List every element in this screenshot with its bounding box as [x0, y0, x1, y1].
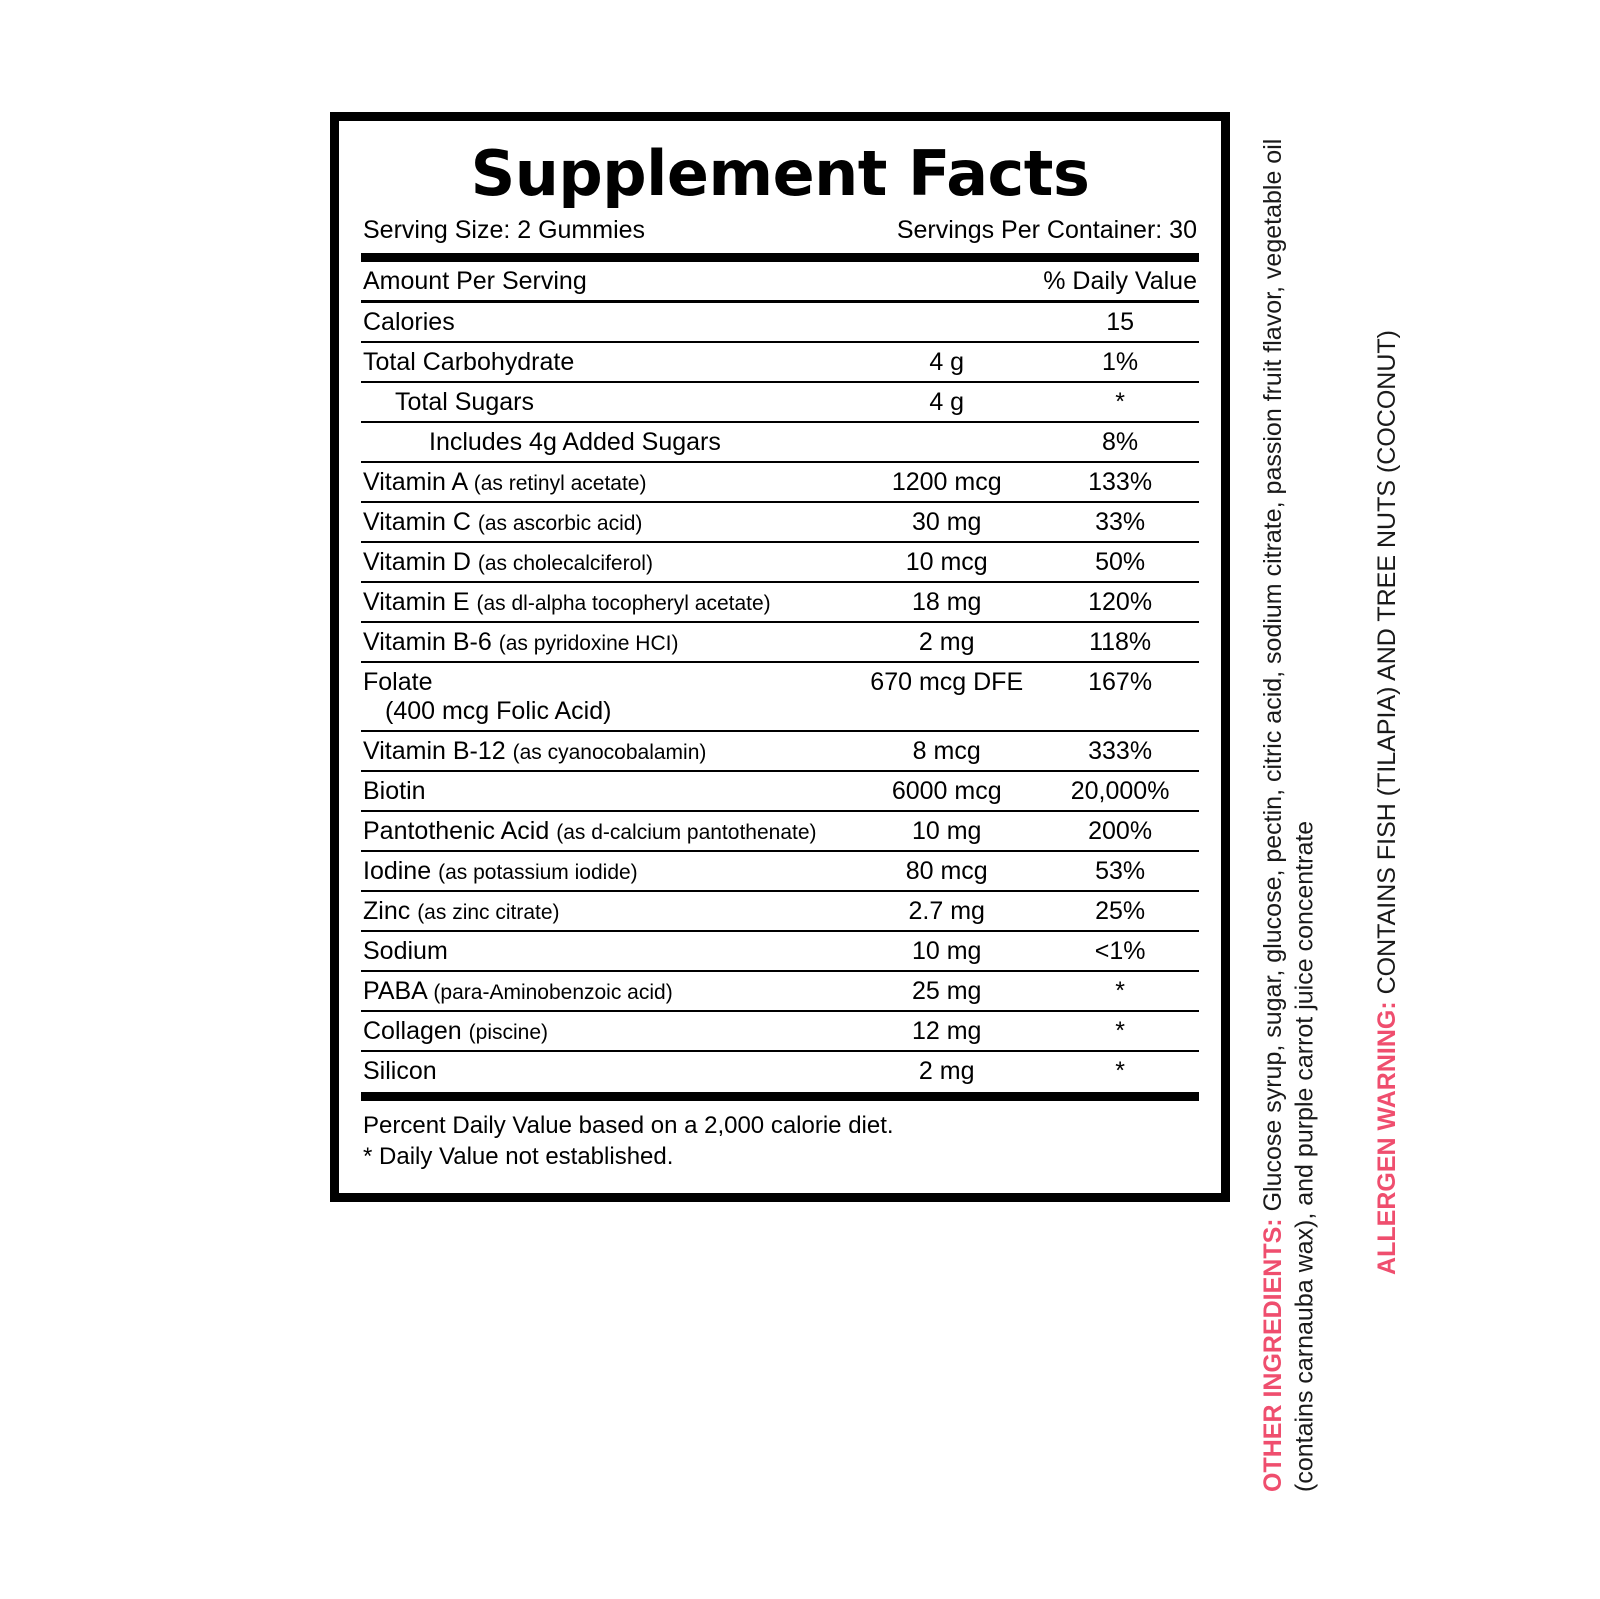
nutrient-amount: 25 mg	[852, 971, 1041, 1011]
nutrient-daily-value: 167%	[1041, 662, 1199, 731]
allergen-warning-block	[1372, 330, 1403, 1495]
table-row	[361, 582, 1199, 622]
other-ingredients-label: OTHER INGREDIENTS:	[1259, 1218, 1287, 1492]
nutrient-amount	[852, 302, 1041, 343]
table-row	[361, 771, 1199, 811]
table-header-row	[361, 262, 1199, 302]
divider-thick-top	[361, 253, 1199, 262]
nutrient-label: Biotin	[363, 777, 426, 806]
nutrient-label: Vitamin C	[363, 508, 471, 537]
nutrient-daily-value: 120%	[1041, 582, 1199, 622]
nutrient-amount: 2 mg	[918, 1057, 975, 1086]
table-row	[361, 891, 1199, 931]
nutrient-amount: 10 mcg	[852, 542, 1041, 582]
nutrient-daily-value: <1%	[1041, 931, 1199, 971]
nutrient-amount: 8 mcg	[852, 731, 1041, 771]
nutrient-name	[361, 1051, 852, 1090]
nutrient-amount: 10 mg	[852, 811, 1041, 851]
table-row	[361, 811, 1199, 851]
nutrient-daily-value: *	[1115, 1057, 1125, 1086]
table-row	[361, 382, 1199, 422]
nutrient-daily-value: 333%	[1041, 731, 1199, 771]
other-ingredients-text-vertical	[1258, 112, 1321, 1492]
nutrient-detail: (as zinc citrate)	[417, 901, 560, 925]
table-row	[361, 662, 1199, 731]
table-row	[361, 931, 1199, 971]
nutrition-table	[361, 262, 1199, 1090]
nutrient-daily-value: 1%	[1041, 342, 1199, 382]
table-row	[361, 1051, 1199, 1090]
nutrient-detail: (as d-calcium pantothenate)	[556, 821, 817, 845]
nutrient-daily-value: 33%	[1041, 502, 1199, 542]
nutrient-name	[361, 302, 852, 343]
nutrient-amount	[852, 422, 1041, 462]
nutrient-amount: 2.7 mg	[852, 891, 1041, 931]
divider-thick-bottom	[361, 1092, 1199, 1101]
nutrient-label: Vitamin B-6	[363, 628, 492, 657]
nutrient-name	[361, 811, 852, 851]
nutrient-label: Iodine	[363, 857, 432, 886]
nutrient-amount: 80 mcg	[852, 851, 1041, 891]
table-row	[361, 542, 1199, 582]
nutrient-name	[361, 662, 852, 731]
nutrient-daily-value: 53%	[1041, 851, 1199, 891]
nutrient-label: Vitamin B-12	[363, 737, 506, 766]
nutrient-label: Silicon	[363, 1057, 437, 1086]
nutrient-name	[361, 771, 852, 811]
table-row	[361, 462, 1199, 502]
nutrient-label: Folate	[363, 668, 433, 697]
nutrient-daily-value: *	[1041, 382, 1199, 422]
nutrient-amount: 670 mcg DFE	[852, 662, 1041, 731]
nutrient-amount: 6000 mcg	[852, 771, 1041, 811]
nutrient-detail: (para-Aminobenzoic acid)	[433, 981, 673, 1005]
nutrient-name	[361, 622, 852, 662]
footnote-asterisk: * Daily Value not established.	[363, 1142, 674, 1170]
column-header-amount: Amount Per Serving	[361, 262, 1041, 302]
nutrient-amount: 18 mg	[852, 582, 1041, 622]
nutrient-daily-value: 118%	[1041, 622, 1199, 662]
nutrient-label: Includes 4g Added Sugars	[429, 428, 721, 457]
nutrient-amount: 4 g	[852, 342, 1041, 382]
nutrient-name	[361, 422, 852, 462]
other-ingredients-body: Glucose syrup, sugar, glucose, pectin, citric acid, sodium citrate, passion fruit flavor, vegetable oil (contains carnauba wax), and purple carrot juice concentrate	[1259, 131, 1319, 1492]
nutrient-daily-value: 200%	[1041, 811, 1199, 851]
nutrient-detail: (as ascorbic acid)	[477, 512, 643, 536]
table-row	[361, 622, 1199, 662]
nutrient-label: Collagen	[363, 1017, 462, 1046]
nutrient-daily-value: 50%	[1041, 542, 1199, 582]
nutrient-name	[361, 891, 852, 931]
table-row	[361, 1011, 1199, 1051]
other-ingredients-block	[1258, 112, 1321, 1492]
nutrient-amount: 2 mg	[852, 622, 1041, 662]
nutrient-detail: (as cholecalciferol)	[477, 552, 653, 576]
table-row	[361, 971, 1199, 1011]
page-title: Supplement Facts	[470, 137, 1090, 210]
nutrient-name	[361, 582, 852, 622]
nutrient-detail: (piscine)	[468, 1021, 548, 1045]
serving-info-row	[361, 208, 1199, 251]
table-row	[361, 422, 1199, 462]
nutrient-detail: (as dl-alpha tocopheryl acetate)	[476, 592, 771, 616]
nutrient-name	[361, 971, 852, 1011]
nutrient-daily-value: 8%	[1041, 422, 1199, 462]
table-row	[361, 342, 1199, 382]
table-row	[361, 302, 1199, 343]
nutrient-label: Calories	[363, 308, 455, 337]
nutrient-subline: (400 mcg Folic Acid)	[385, 697, 612, 726]
nutrient-daily-value: 20,000%	[1041, 771, 1199, 811]
footnotes	[361, 1101, 1199, 1174]
table-row	[361, 502, 1199, 542]
nutrient-amount: 1200 mcg	[852, 462, 1041, 502]
nutrient-label: Vitamin D	[363, 548, 471, 577]
allergen-warning-text-vertical	[1372, 330, 1403, 1275]
nutrient-amount: 30 mg	[852, 502, 1041, 542]
nutrient-name	[361, 1011, 852, 1051]
servings-per-container: Servings Per Container: 30	[896, 216, 1197, 245]
serving-size: Serving Size: 2 Gummies	[363, 216, 646, 245]
column-header-daily-value: % Daily Value	[1041, 262, 1199, 302]
nutrient-amount: 10 mg	[852, 931, 1041, 971]
table-row	[361, 731, 1199, 771]
nutrient-label: Vitamin A	[363, 468, 467, 497]
nutrient-detail: (as pyridoxine HCI)	[498, 632, 679, 656]
nutrient-name	[361, 851, 852, 891]
nutrient-label: Zinc	[363, 897, 411, 926]
nutrient-name	[361, 382, 852, 422]
nutrient-name	[361, 342, 852, 382]
supplement-facts-panel	[330, 112, 1230, 1202]
nutrient-daily-value: 133%	[1041, 462, 1199, 502]
nutrient-name	[361, 462, 852, 502]
allergen-warning-body: CONTAINS FISH (TILAPIA) AND TREE NUTS (COCONUT)	[1373, 330, 1401, 1002]
nutrient-name	[361, 542, 852, 582]
nutrient-label: Total Sugars	[395, 388, 534, 417]
nutrient-daily-value: *	[1041, 971, 1199, 1011]
nutrient-daily-value: *	[1041, 1011, 1199, 1051]
nutrient-detail: (as potassium iodide)	[438, 861, 638, 885]
nutrient-label: PABA	[363, 977, 427, 1006]
nutrient-detail: (as retinyl acetate)	[473, 472, 647, 496]
nutrient-daily-value: 15	[1041, 302, 1199, 343]
table-row	[361, 851, 1199, 891]
nutrient-amount: 4 g	[852, 382, 1041, 422]
nutrient-name	[361, 931, 852, 971]
nutrient-name	[361, 502, 852, 542]
nutrient-label: Total Carbohydrate	[363, 348, 575, 377]
nutrient-daily-value: 25%	[1041, 891, 1199, 931]
nutrient-label: Pantothenic Acid	[363, 817, 550, 846]
nutrient-name	[361, 731, 852, 771]
allergen-warning-label: ALLERGEN WARNING:	[1373, 1001, 1401, 1275]
nutrient-detail: (as cyanocobalamin)	[512, 741, 707, 765]
nutrient-label: Vitamin E	[363, 588, 470, 617]
nutrient-label: Sodium	[363, 937, 448, 966]
footnote-daily-value: Percent Daily Value based on a 2,000 calorie diet.	[363, 1112, 894, 1140]
nutrient-amount: 12 mg	[852, 1011, 1041, 1051]
